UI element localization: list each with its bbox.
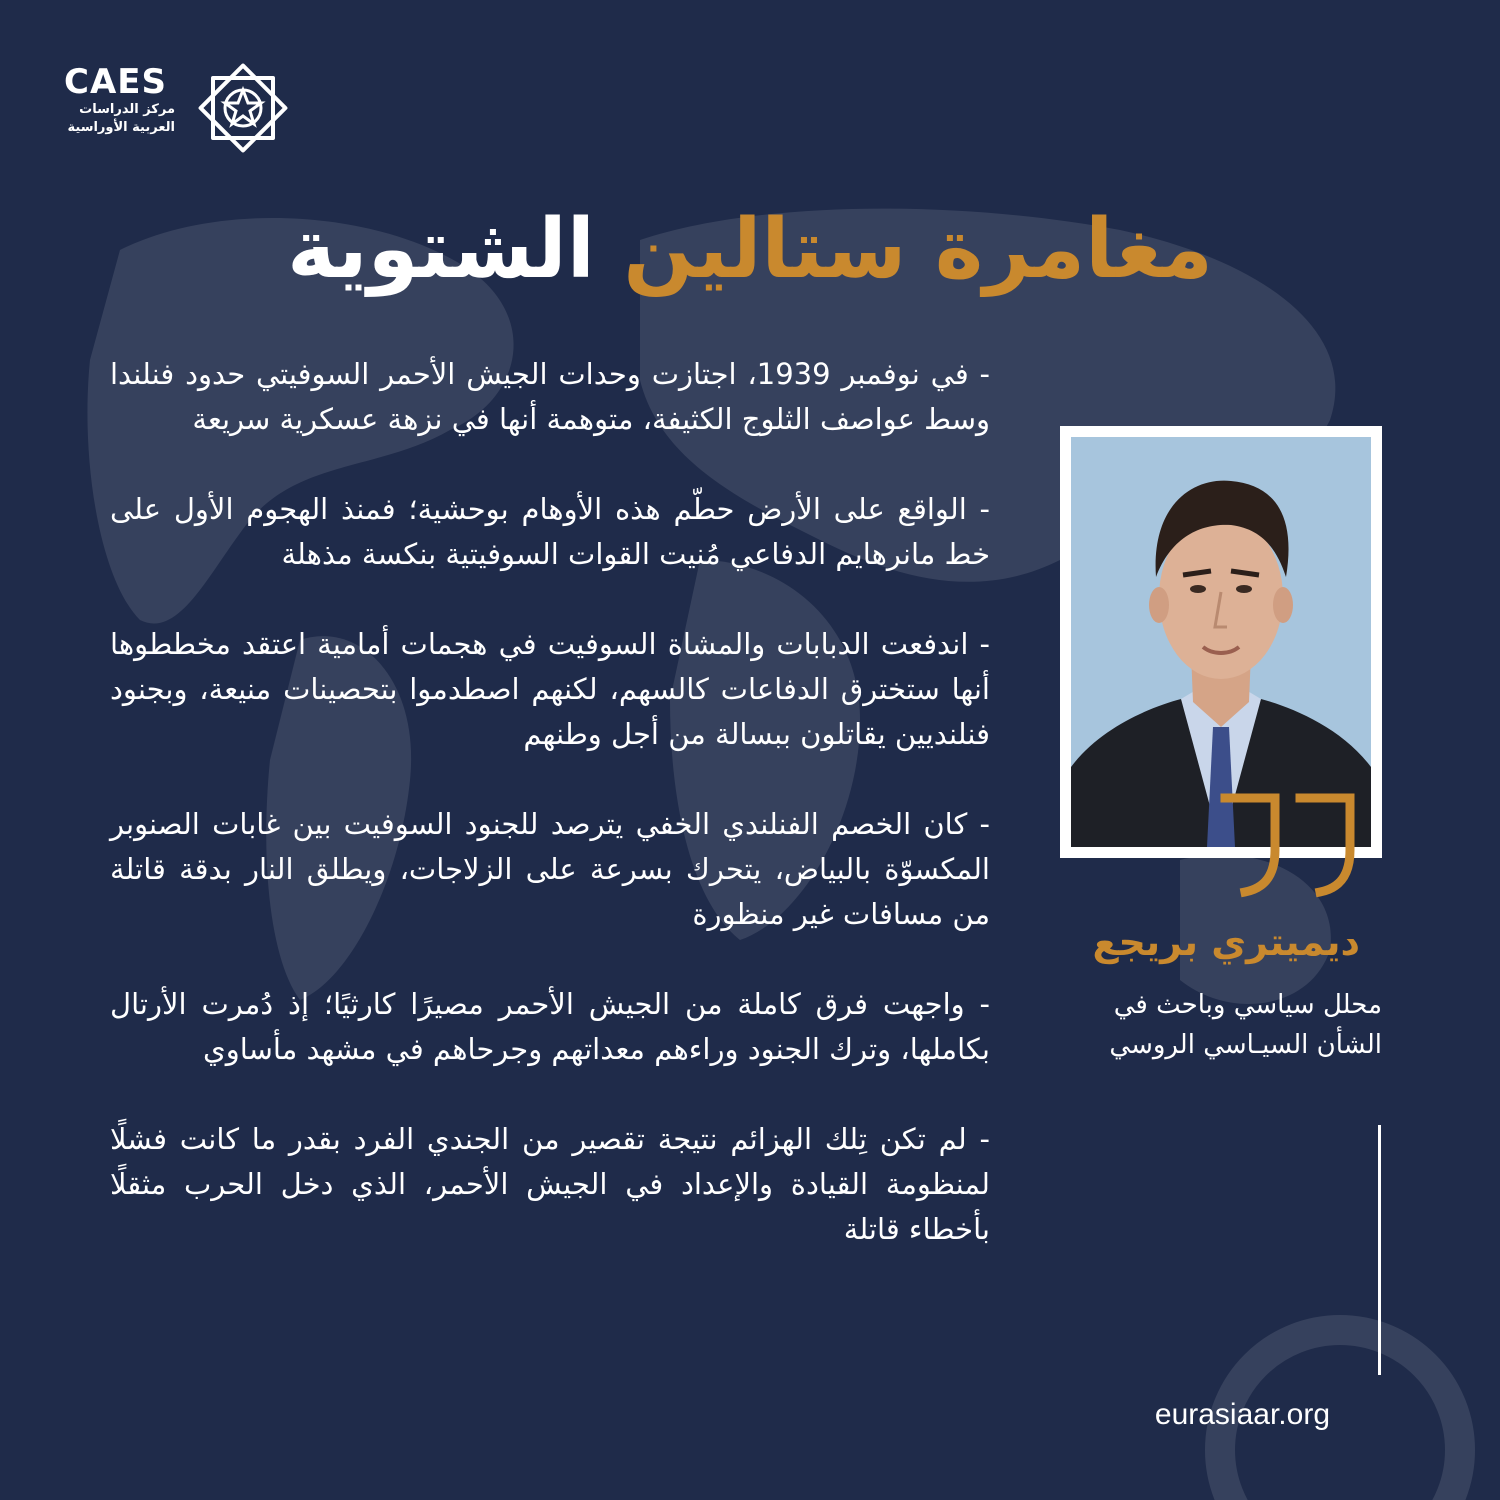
paragraph: - لم تكن تِلك الهزائم نتيجة تقصير من الجندي الفرد بقدر ما كانت فشلًا لمنظومة القيادة والإعداد في الجيش الأحمر، الذي دخل الحرب مثقلًا بأخطاء قاتلة (110, 1122, 990, 1246)
title-rest: الشتوية (287, 202, 595, 297)
paragraph: - في نوفمبر 1939، اجتازت وحدات الجيش الأحمر السوفيتي حدود فنلندا وسط عواصف الثلوج الكثيفة، متوهمة أنها في نزهة عسكرية سريعة (110, 357, 990, 436)
logo-name-line2: العربية الأوراسية (67, 120, 175, 135)
author-name: ديميتري بريجع (1092, 920, 1360, 964)
paragraph: - واجهت فرق كاملة من الجيش الأحمر مصيرًا كارثيًا؛ إذ دُمرت الأرتال بكاملها، وترك الجنود وراءهم معداتهم وجرحاهم في مشهد مأساوي (110, 987, 990, 1066)
author-photo (1071, 437, 1371, 847)
page-title (0, 190, 1500, 310)
author-role (1030, 985, 1382, 1065)
article-body (110, 352, 990, 1297)
caes-logo[interactable] (60, 60, 310, 160)
logo-acronym: CAES (64, 62, 167, 102)
quote-mark-icon (1215, 790, 1365, 900)
vertical-divider (1378, 1125, 1381, 1375)
paragraph: - الواقع على الأرض حطّم هذه الأوهام بوحشية؛ فمنذ الهجوم الأول على خط مانرهايم الدفاعي مُنيت القوات السوفيتية بنكسة مذهلة (110, 492, 990, 571)
paragraph: - كان الخصم الفنلندي الخفي يترصد للجنود السوفيت بين غابات الصنوبر المكسوّة بالبياض، يتحرك بسرعة على الزلاجات، ويطلق النار بدقة قاتلة من مسافات غير منظورة (110, 807, 990, 931)
title-highlight: مغامرة ستالين (623, 202, 1213, 297)
logo-name-line1: مركز الدراسات (79, 102, 175, 117)
author-role-line1: محلل سياسي وباحث في (1113, 990, 1382, 1020)
website-link[interactable]: eurasiaar.org (1154, 1398, 1330, 1431)
author-role-line2: الشأن السيـاسي الروسي (1109, 1030, 1382, 1060)
star-emblem-icon (188, 58, 298, 158)
paragraph: - اندفعت الدبابات والمشاة السوفيت في هجمات أمامية اعتقد مخططوها أنها ستخترق الدفاعات كالسهم، لكنهم اصطدموا بتحصينات منيعة، وبجنود فنلنديين يقاتلون ببسالة من أجل وطنهم (110, 627, 990, 751)
